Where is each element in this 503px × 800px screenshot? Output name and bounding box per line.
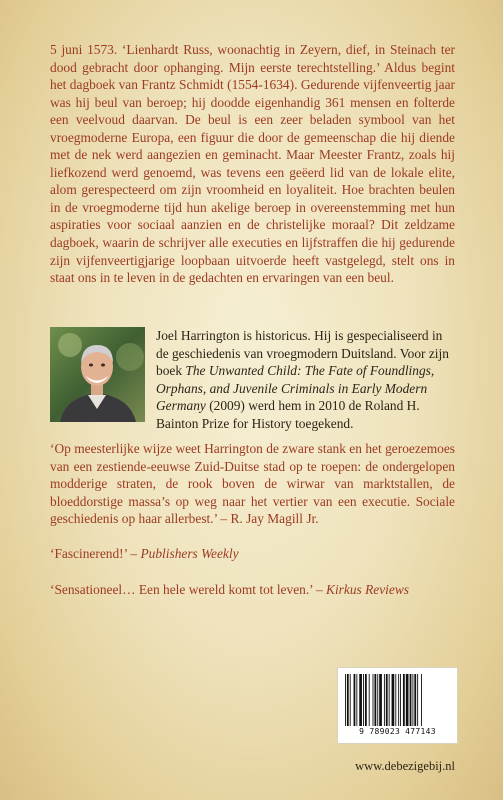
isbn-number: 9 789023 477143	[359, 727, 436, 736]
author-bio	[156, 327, 456, 432]
review-quote-text: ‘Sensationeel… Een hele wereld komt tot leven.’ –	[50, 582, 327, 597]
author-bio-outro: (2009) werd hem in 2010 de Roland H. Bainton Prize for History toegekend.	[156, 398, 420, 431]
barcode-icon	[344, 674, 451, 726]
author-portrait-illustration	[50, 327, 145, 422]
review-source: Publishers Weekly	[140, 546, 239, 561]
review-quote-text: ‘Fascinerend!’ –	[50, 546, 141, 561]
review-source: Kirkus Reviews	[326, 582, 409, 597]
author-photo	[50, 327, 145, 422]
review-quote-kirkus	[50, 581, 455, 599]
isbn-barcode	[337, 667, 458, 744]
review-quote-text: ‘Op meesterlijke wijze weet Harrington de zware stank en het geroezemoes van een zestiende-eeuwse Zuid-Duitse stad op te roepen: de ondergelopen modderige straten, de rook boven de wirwar van marktstallen, de bloeddorstige massa’s op weg naar het vertier van een executie. Sociale geschiedenis op haar allerbest.’ – R. Jay Magill Jr.	[50, 441, 455, 527]
author-book-title: The Unwanted Child: The Fate of Foundlings, Orphans, and Juvenile Criminals in Early Modern Germany	[156, 363, 435, 414]
author-bio-intro: Joel Harrington is historicus. Hij is gespecialiseerd in de geschiedenis van vroegmodern Duitsland. Voor zijn boek	[156, 328, 449, 379]
review-quote-magill	[50, 440, 455, 528]
review-quote-publishers-weekly	[50, 545, 455, 563]
publisher-url: www.debezigebij.nl	[355, 759, 455, 773]
book-blurb: 5 juni 1573. ‘Lienhardt Russ, woonachtig in Zeyern, dief, in Steinach ter dood gebracht door ophanging. Mijn eerste terechtstelling.’ Aldus begint het dagboek van Frantz Schmidt (1554-1634). Gedurende vijfenveertig jaar was hij beul van beroep; hij doodde eigenhandig 361 mensen en folterde een veelvoud daarvan. De beul is een zeer beladen symbool van het vroegmoderne Europa, een figuur die door de gemeenschap die hij diende met de nek werd aangezien en geminacht. Maar Meester Frantz, zoals hij liefkozend werd genoemd, was tevens een geëerd lid van de lokale elite, alom gerespecteerd om zijn vroomheid en loyaliteit. Hoe brachten beulen in de vroegmoderne tijd hun akelige beroep in overeenstemming met hun aspiraties voor sociaal aanzien en de christelijke moraal? Dit zeldzame dagboek, waarin de schrijver alle executies en lijfstraffen die hij gedurende zijn vijfenveertigjarige loopbaan uitvoerde heeft vastgelegd, stelt ons in staat ons in te leven in de gedachten en ervaringen van een beul.	[50, 42, 455, 286]
